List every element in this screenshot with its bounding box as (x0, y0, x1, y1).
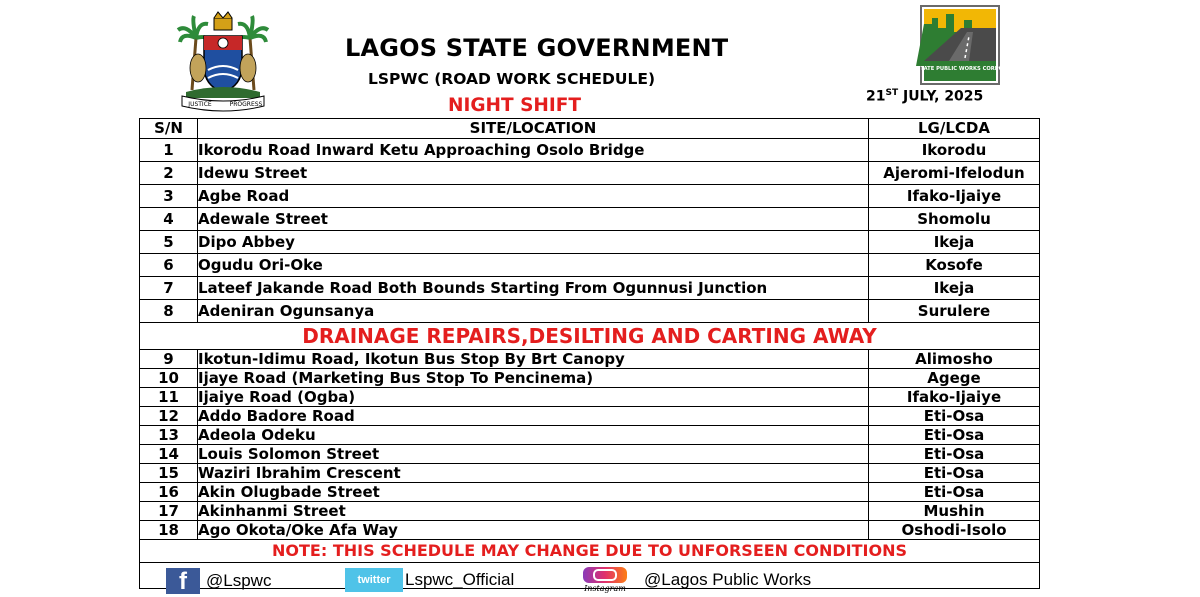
table-row (140, 388, 1040, 407)
row-site: Ogudu Ori-Oke (198, 254, 869, 277)
table-row (140, 483, 1040, 502)
row-sn: 2 (140, 162, 198, 185)
row-site: Louis Solomon Street (198, 445, 869, 464)
row-lg: Ikeja (869, 231, 1040, 254)
table-row (140, 426, 1040, 445)
table-row (140, 300, 1040, 323)
row-sn: 8 (140, 300, 198, 323)
row-site: Adeniran Ogunsanya (198, 300, 869, 323)
row-lg: Eti-Osa (869, 445, 1040, 464)
row-lg: Eti-Osa (869, 483, 1040, 502)
page-title: LAGOS STATE GOVERNMENT (345, 34, 729, 62)
table-row (140, 208, 1040, 231)
row-lg: Agege (869, 369, 1040, 388)
row-sn: 14 (140, 445, 198, 464)
row-site: Waziri Ibrahim Crescent (198, 464, 869, 483)
row-sn: 6 (140, 254, 198, 277)
instagram-icon: Instagram (574, 567, 636, 593)
table-row (140, 369, 1040, 388)
table-row (140, 521, 1040, 540)
row-site: Ikotun-Idimu Road, Ikotun Bus Stop By Brt Canopy (198, 350, 869, 369)
row-lg: Alimosho (869, 350, 1040, 369)
table-row (140, 254, 1040, 277)
row-sn: 7 (140, 277, 198, 300)
row-sn: 5 (140, 231, 198, 254)
table-row (140, 185, 1040, 208)
row-site: Ijaiye Road (Ogba) (198, 388, 869, 407)
section-heading-row (140, 323, 1040, 350)
row-lg: Mushin (869, 502, 1040, 521)
row-site: Dipo Abbey (198, 231, 869, 254)
row-lg: Ikorodu (869, 139, 1040, 162)
twitter-icon: twitter (345, 568, 403, 592)
row-site: Idewu Street (198, 162, 869, 185)
crest-motto-right: PROGRESS (229, 101, 263, 108)
schedule-date: 21ST JULY, 2025 (866, 88, 984, 105)
facebook-link[interactable] (166, 568, 271, 594)
row-site: Addo Badore Road (198, 407, 869, 426)
row-site: Akin Olugbade Street (198, 483, 869, 502)
row-lg: Kosofe (869, 254, 1040, 277)
row-lg: Shomolu (869, 208, 1040, 231)
row-sn: 15 (140, 464, 198, 483)
row-sn: 9 (140, 350, 198, 369)
row-sn: 12 (140, 407, 198, 426)
facebook-icon: f (166, 568, 200, 594)
row-sn: 10 (140, 369, 198, 388)
twitter-link[interactable] (345, 568, 514, 592)
row-lg: Ikeja (869, 277, 1040, 300)
row-lg: Oshodi-Isolo (869, 521, 1040, 540)
row-site: Ago Okota/Oke Afa Way (198, 521, 869, 540)
table-header-row (140, 119, 1040, 139)
table-row (140, 162, 1040, 185)
page-subtitle: LSPWC (ROAD WORK SCHEDULE) (368, 70, 656, 88)
twitter-handle: Lspwc_Official (405, 570, 515, 589)
header-lg: LG/LCDA (869, 119, 1040, 139)
instagram-handle: @Lagos Public Works (644, 570, 812, 589)
row-site: Adewale Street (198, 208, 869, 231)
row-site: Ijaye Road (Marketing Bus Stop To Pencinema) (198, 369, 869, 388)
table-row (140, 139, 1040, 162)
row-site: Adeola Odeku (198, 426, 869, 445)
row-lg: Surulere (869, 300, 1040, 323)
row-sn: 11 (140, 388, 198, 407)
header-site: SITE/LOCATION (198, 119, 869, 139)
lspwc-logo-text: LAGOS STATE PUBLIC WORKS CORPORATION (895, 66, 1025, 72)
schedule-note: NOTE: THIS SCHEDULE MAY CHANGE DUE TO UNFORSEEN CONDITIONS (140, 540, 1040, 563)
row-sn: 1 (140, 139, 198, 162)
table-row (140, 231, 1040, 254)
instagram-link[interactable] (574, 567, 811, 593)
row-sn: 4 (140, 208, 198, 231)
section-heading: DRAINAGE REPAIRS,DESILTING AND CARTING AWAY (140, 323, 1040, 350)
row-site: Ikorodu Road Inward Ketu Approaching Osolo Bridge (198, 139, 869, 162)
header-sn: S/N (140, 119, 198, 139)
schedule-table (139, 118, 1040, 589)
row-sn: 13 (140, 426, 198, 445)
row-site: Akinhanmi Street (198, 502, 869, 521)
row-lg: Ifako-Ijaiye (869, 185, 1040, 208)
row-lg: Eti-Osa (869, 407, 1040, 426)
lspwc-logo (895, 6, 1025, 84)
table-row (140, 407, 1040, 426)
lagos-crest-logo (178, 8, 268, 112)
row-lg: Eti-Osa (869, 464, 1040, 483)
row-sn: 16 (140, 483, 198, 502)
crest-motto-left: JUSTICE (188, 101, 212, 108)
table-row (140, 464, 1040, 483)
note-row (140, 540, 1040, 563)
table-row (140, 445, 1040, 464)
row-sn: 17 (140, 502, 198, 521)
table-row (140, 350, 1040, 369)
row-site: Lateef Jakande Road Both Bounds Starting From Ogunnusi Junction (198, 277, 869, 300)
row-lg: Ajeromi-Ifelodun (869, 162, 1040, 185)
row-lg: Ifako-Ijaiye (869, 388, 1040, 407)
row-sn: 18 (140, 521, 198, 540)
row-site: Agbe Road (198, 185, 869, 208)
shift-label: NIGHT SHIFT (448, 95, 582, 116)
row-sn: 3 (140, 185, 198, 208)
row-lg: Eti-Osa (869, 426, 1040, 445)
table-row (140, 277, 1040, 300)
facebook-handle: @Lspwc (206, 571, 272, 590)
table-row (140, 502, 1040, 521)
